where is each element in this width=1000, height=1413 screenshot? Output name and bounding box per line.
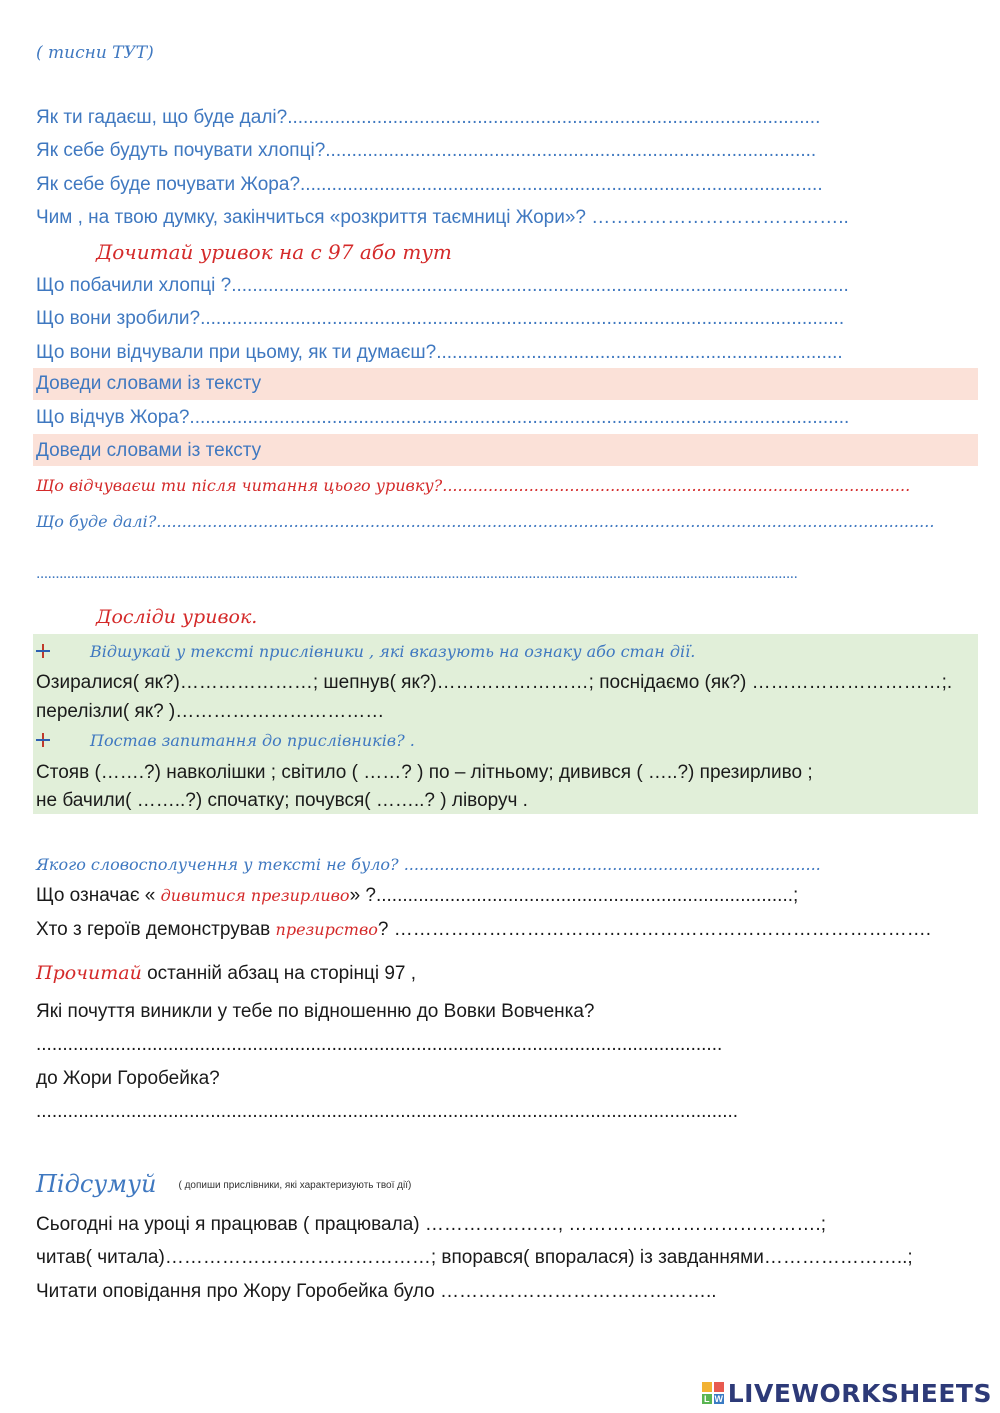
task-find-adverbs-text: Відшукай у тексті прислівники , які вказують на ознаку або стан дії. [90, 642, 696, 661]
question-contempt [36, 918, 931, 942]
term-contempt: презирство [275, 920, 378, 939]
prove-label-1: Доведи словами із тексту [36, 373, 262, 394]
read-rest: останній абзац на сторінці 97 , [141, 963, 417, 984]
task-ask-questions-text: Постав запитання до прислівників? . [90, 731, 415, 750]
question-feelings-vovka: Які почуття виникли у тебе по відношенню до Вовки Вовченка? [36, 1001, 595, 1022]
answer-dots-zhora: ..................................................................................................................................... [36, 1101, 739, 1122]
question-meaning-suffix: » ?...............................................................................; [349, 885, 799, 906]
question-zhora-felt: Що відчув Жора?............................................................................................................................. [36, 407, 850, 428]
dotted-answer-line: ...................................................................................................................................................................................................... [36, 565, 798, 582]
read-word[interactable]: Прочитай [36, 962, 142, 984]
adverbs-line-2: перелізли( як? )…………………………… [36, 701, 385, 722]
logo-text: LIVEWORKSHEETS [727, 1378, 992, 1408]
question-zhora-feel: Як себе буде почувати Жора?................................................................................................... [36, 174, 823, 195]
adverbs-line-1: Озиралися( як?)…………………; шепнув( як?)……………………; поснідаємо (як?) …………………………;. [36, 672, 953, 693]
logo-letter-l: L [702, 1394, 712, 1404]
logo-square [714, 1382, 724, 1392]
question-they-did: Що вони зробили?.......................................................................................................................... [36, 308, 845, 329]
liveworksheets-logo [702, 1380, 992, 1406]
logo-square [702, 1382, 712, 1392]
summary-note: ( допиши прислівники, які характеризують твої дії) [178, 1179, 412, 1191]
logo-mark-icon [702, 1382, 724, 1404]
summary-line-2: читав( читала)……………………………………; впорався( впоралася) із завданнями…………………..; [36, 1247, 913, 1268]
summary-title: Підсумуй [36, 1170, 157, 1198]
summary-line-3: Читати оповідання про Жору Горобейка було …………………………………….. [36, 1281, 717, 1302]
question-contempt-prefix: Хто з героїв демонстрував [36, 919, 276, 940]
question-meaning-prefix: Що означає « [36, 885, 161, 906]
term-contemptuously: дивитися презирливо [160, 886, 350, 905]
question-meaning [36, 884, 798, 908]
bullet-icon [36, 644, 50, 658]
question-missing-phrase: Якого словосполучення у тексті не було? .................................................................................. [36, 855, 821, 874]
task-find-adverbs [36, 640, 695, 664]
reading-prompt[interactable]: Дочитай уривок на с 97 або тут [96, 240, 452, 264]
question-how-end: Чим , на твою думку, закінчиться «розкриття таємниці Жори»? ………………………………….. [36, 207, 849, 228]
question-boys-saw: Що побачили хлопці ?..................................................................................................................... [36, 275, 849, 296]
logo-letter-w: W [714, 1394, 723, 1404]
research-title: Досліди уривок. [96, 606, 258, 628]
question-next: Що буде далі?......................................................................................................................................................... [36, 512, 935, 531]
question-feelings-zhora: до Жори Горобейка? [36, 1068, 220, 1089]
summary-heading [36, 1170, 411, 1200]
question-they-felt: Що вони відчували при цьому, як ти думаєш?............................................................................. [36, 342, 843, 363]
press-here-link[interactable]: ( тисни ТУТ) [36, 43, 154, 63]
read-last-paragraph [36, 961, 416, 986]
question-contempt-suffix: ? …………………………………………………………………………. [377, 919, 932, 940]
summary-line-1: Сьогодні на уроці я працював ( працювала) …………………, ………………………………….; [36, 1214, 826, 1235]
task-ask-questions [36, 729, 415, 753]
bullet-icon [36, 733, 50, 747]
prove-label-2: Доведи словами із тексту [36, 440, 262, 461]
question-boys-feel: Як себе будуть почувати хлопці?............................................................................................. [36, 140, 817, 161]
questions-line-1: Стояв (…….?) навколішки ; світило ( ……? ) по – літньому; дивився ( …..?) презирливо ; [36, 762, 813, 783]
questions-line-2: не бачили( ……..?) спочатку; почувся( ……..? ) ліворуч . [36, 790, 528, 811]
answer-dots-vovka: .................................................................................................................................. [36, 1034, 723, 1055]
question-you-feel: Що відчуваєш ти після читання цього уривку?............................................................................................ [36, 476, 911, 495]
question-what-next: Як ти гадаєш, що буде далі?..................................................................................................... [36, 107, 821, 128]
